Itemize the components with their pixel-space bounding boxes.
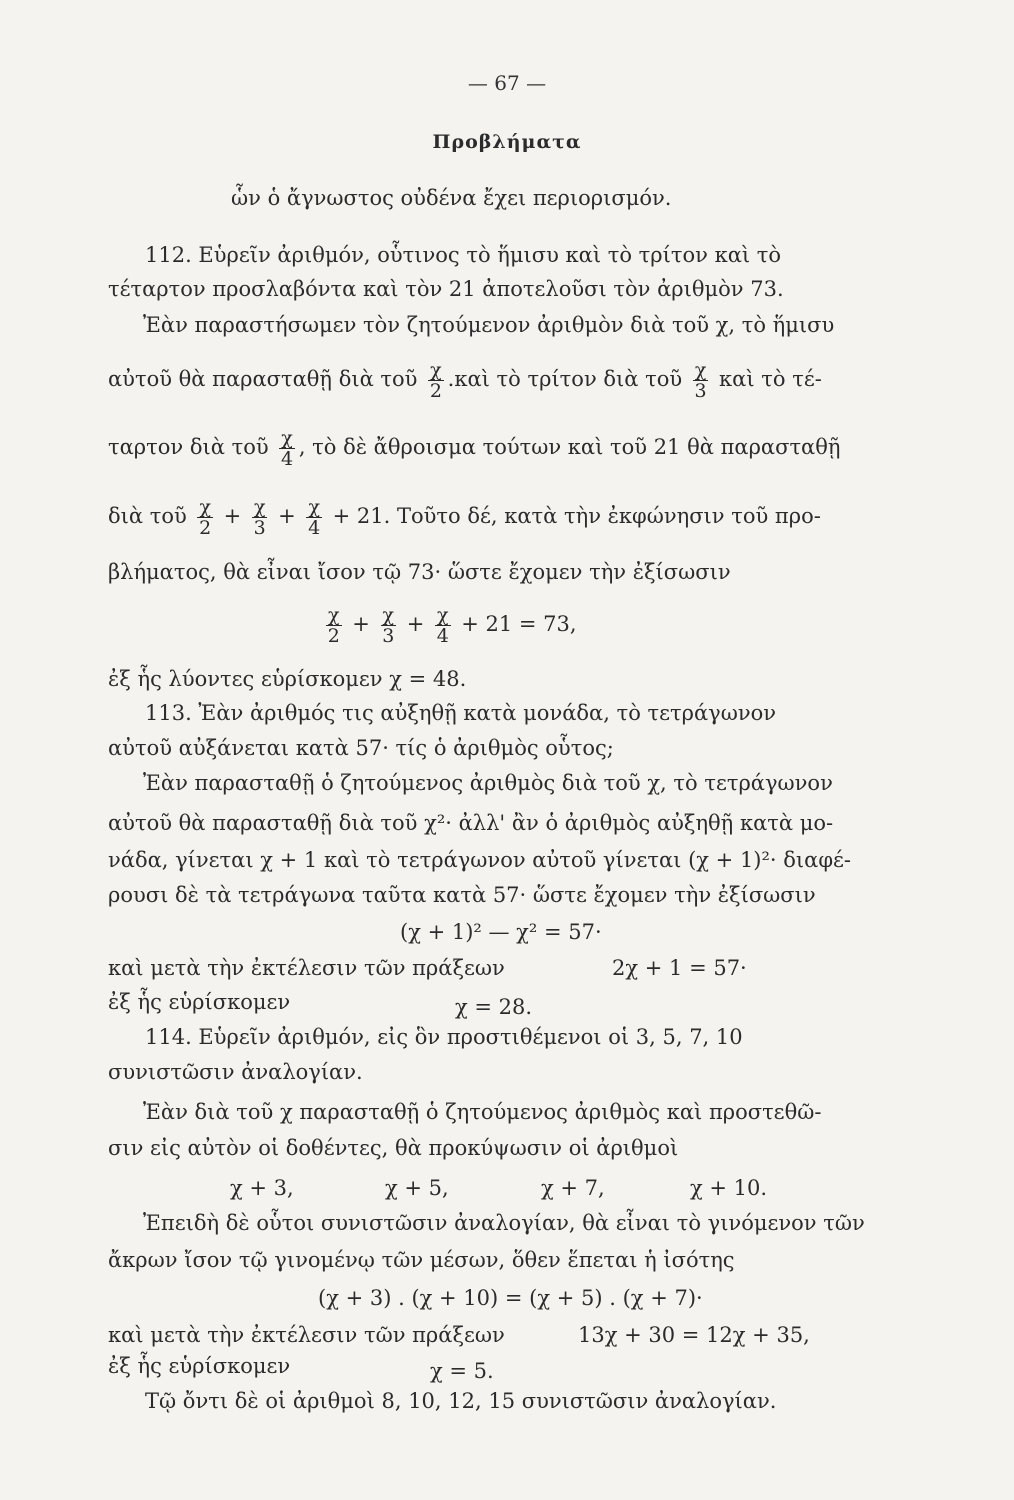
equation-5: 13χ + 30 = 12χ + 35, [578,1323,810,1347]
text-segment: ἐξ ἧς εὑρίσκομεν [108,990,291,1014]
fraction-x-over-2 [197,497,213,538]
denominator: 3 [694,380,707,402]
plus-sign: + [352,612,370,636]
fraction-x-over-3 [381,605,397,646]
denominator: 3 [253,517,266,539]
plus-sign: + [223,504,242,528]
fraction-x-over-3 [252,497,268,538]
numerator: χ [382,604,395,626]
text-segment: διὰ τοῦ [108,504,187,528]
plus-sign: + [406,612,425,636]
term-3: χ + 7, [541,1176,605,1200]
term-2: χ + 5, [385,1176,449,1200]
equation-tail: + 21 = 73, [461,612,577,636]
denominator: 2 [429,380,442,402]
plus-sign: + [278,504,296,528]
denominator: 2 [199,517,212,539]
numerator: χ [694,359,707,381]
equation-2: (χ + 1)² — χ² = 57· [400,920,602,944]
text-line: νάδα, γίνεται χ + 1 καὶ τὸ τετράγωνον αὐτοῦ γίνεται (χ + 1)²· διαφέ- [108,848,851,872]
text-segment: καὶ μετὰ τὴν ἐκτέλεσιν τῶν πράξεων [108,956,505,980]
text-line: ὧν ὁ ἄγνωστος οὐδένα ἔχει περιορισμόν. [231,186,672,210]
denominator: 2 [327,625,340,647]
text-segment: καὶ τὸ τέ- [719,367,822,391]
page-number: — 67 — [467,71,547,95]
denominator: 4 [281,448,294,470]
running-head: Προβλήματα [432,131,582,153]
term-1: χ + 3, [230,1176,294,1200]
text-segment: + 21. Τοῦτο δέ, κατὰ τὴν ἐκφώνησιν τοῦ προ- [332,504,821,528]
numerator: χ [308,496,320,518]
fraction-x-over-2 [326,605,342,646]
result-5: χ = 5. [430,1359,494,1383]
text-segment: , τὸ δὲ ἄθροισμα τούτων καὶ τοῦ 21 θὰ παρασταθῇ [298,435,841,459]
term-4: χ + 10. [690,1176,768,1200]
text-line: Τῷ ὄντι δὲ οἱ ἀριθμοὶ 8, 10, 12, 15 συνιστῶσιν ἀναλογίαν. [145,1389,777,1413]
text-line: Ἐὰν παρασταθῇ ὁ ζητούμενος ἀριθμὸς διὰ τοῦ χ, τὸ τετράγωνον [143,771,833,795]
numerator: χ [281,427,293,449]
text-segment: καὶ μετὰ τὴν ἐκτέλεσιν τῶν πράξεων [108,1323,505,1347]
numerator: χ [253,496,266,518]
text-line: Ἐὰν παραστήσωμεν τὸν ζητούμενον ἀριθμὸν διὰ τοῦ χ, τὸ ἥμισυ [143,313,835,337]
result-28: χ = 28. [455,995,533,1019]
text-line: ἐξ ἧς λύοντες εὑρίσκομεν χ = 48. [108,667,467,691]
text-segment: ἐξ ἧς εὑρίσκομεν [108,1354,291,1378]
text-line: ρουσι δὲ τὰ τετράγωνα ταῦτα κατὰ 57· ὥστε ἔχομεν τὴν ἐξίσωσιν [108,883,816,907]
text-line-with-fractions [108,360,822,401]
denominator: 3 [382,625,395,647]
text-segment: αὐτοῦ θὰ παρασταθῇ διὰ τοῦ [108,367,418,391]
fraction-x-over-4 [306,497,322,538]
numerator: χ [328,604,340,626]
fraction-x-over-4 [435,605,451,646]
equation-3: 2χ + 1 = 57· [612,956,747,980]
problem-114-title: 114. Εὑρεῖν ἀριθμόν, εἰς ὃν προστιθέμενοι οἱ 3, 5, 7, 10 [145,1025,743,1049]
text-line: ἄκρων ἴσον τῷ γινομένῳ τῶν μέσων, ὅθεν ἕπεται ἡ ἰσότης [108,1248,735,1272]
text-line: τέταρτον προσλαβόντα καὶ τὸν 21 ἀποτελοῦσι τὸν ἀριθμὸν 73. [108,277,784,301]
text-line-with-fractions [108,428,840,469]
text-line: συνιστῶσιν ἀναλογίαν. [108,1060,363,1084]
fraction-x-over-2 [428,360,444,401]
equation-1 [322,605,577,646]
problem-113-title: 113. Ἐὰν ἀριθμός τις αὐξηθῇ κατὰ μονάδα, τὸ τετράγωνον [145,701,777,725]
text-line-with-fractions [108,497,821,538]
fraction-x-over-3 [693,360,709,401]
text-line: Ἐπειδὴ δὲ οὗτοι συνιστῶσιν ἀναλογίαν, θὰ εἶναι τὸ γινόμενον τῶν [143,1211,865,1235]
text-segment: ταρτον διὰ τοῦ [108,435,269,459]
numerator: χ [437,604,449,626]
text-line: βλήματος, θὰ εἶναι ἴσον τῷ 73· ὥστε ἔχομεν τὴν ἐξίσωσιν [108,560,731,584]
problem-112-title: 112. Εὑρεῖν ἀριθμόν, οὗτινος τὸ ἥμισυ καὶ τὸ τρίτον καὶ τὸ [145,243,782,267]
numerator: χ [430,359,442,381]
text-line: σιν εἰς αὐτὸν οἱ δοθέντες, θὰ προκύψωσιν οἱ ἀριθμοὶ [108,1136,679,1160]
numerator: χ [199,496,211,518]
denominator: 4 [308,517,321,539]
denominator: 4 [436,625,449,647]
equation-4: (χ + 3) . (χ + 10) = (χ + 5) . (χ + 7)· [318,1286,703,1310]
text-line: Ἐὰν διὰ τοῦ χ παρασταθῇ ὁ ζητούμενος ἀριθμὸς καὶ προστεθῶ- [143,1100,822,1124]
fraction-x-over-4 [279,428,295,469]
text-segment: .καὶ τὸ τρίτον διὰ τοῦ [447,367,683,391]
text-line: αὐτοῦ αὐξάνεται κατὰ 57· τίς ὁ ἀριθμὸς οὗτος; [108,736,614,760]
text-line: αὐτοῦ θὰ παρασταθῇ διὰ τοῦ χ²· ἀλλ' ἂν ὁ ἀριθμὸς αὐξηθῇ κατὰ μο- [108,811,834,835]
